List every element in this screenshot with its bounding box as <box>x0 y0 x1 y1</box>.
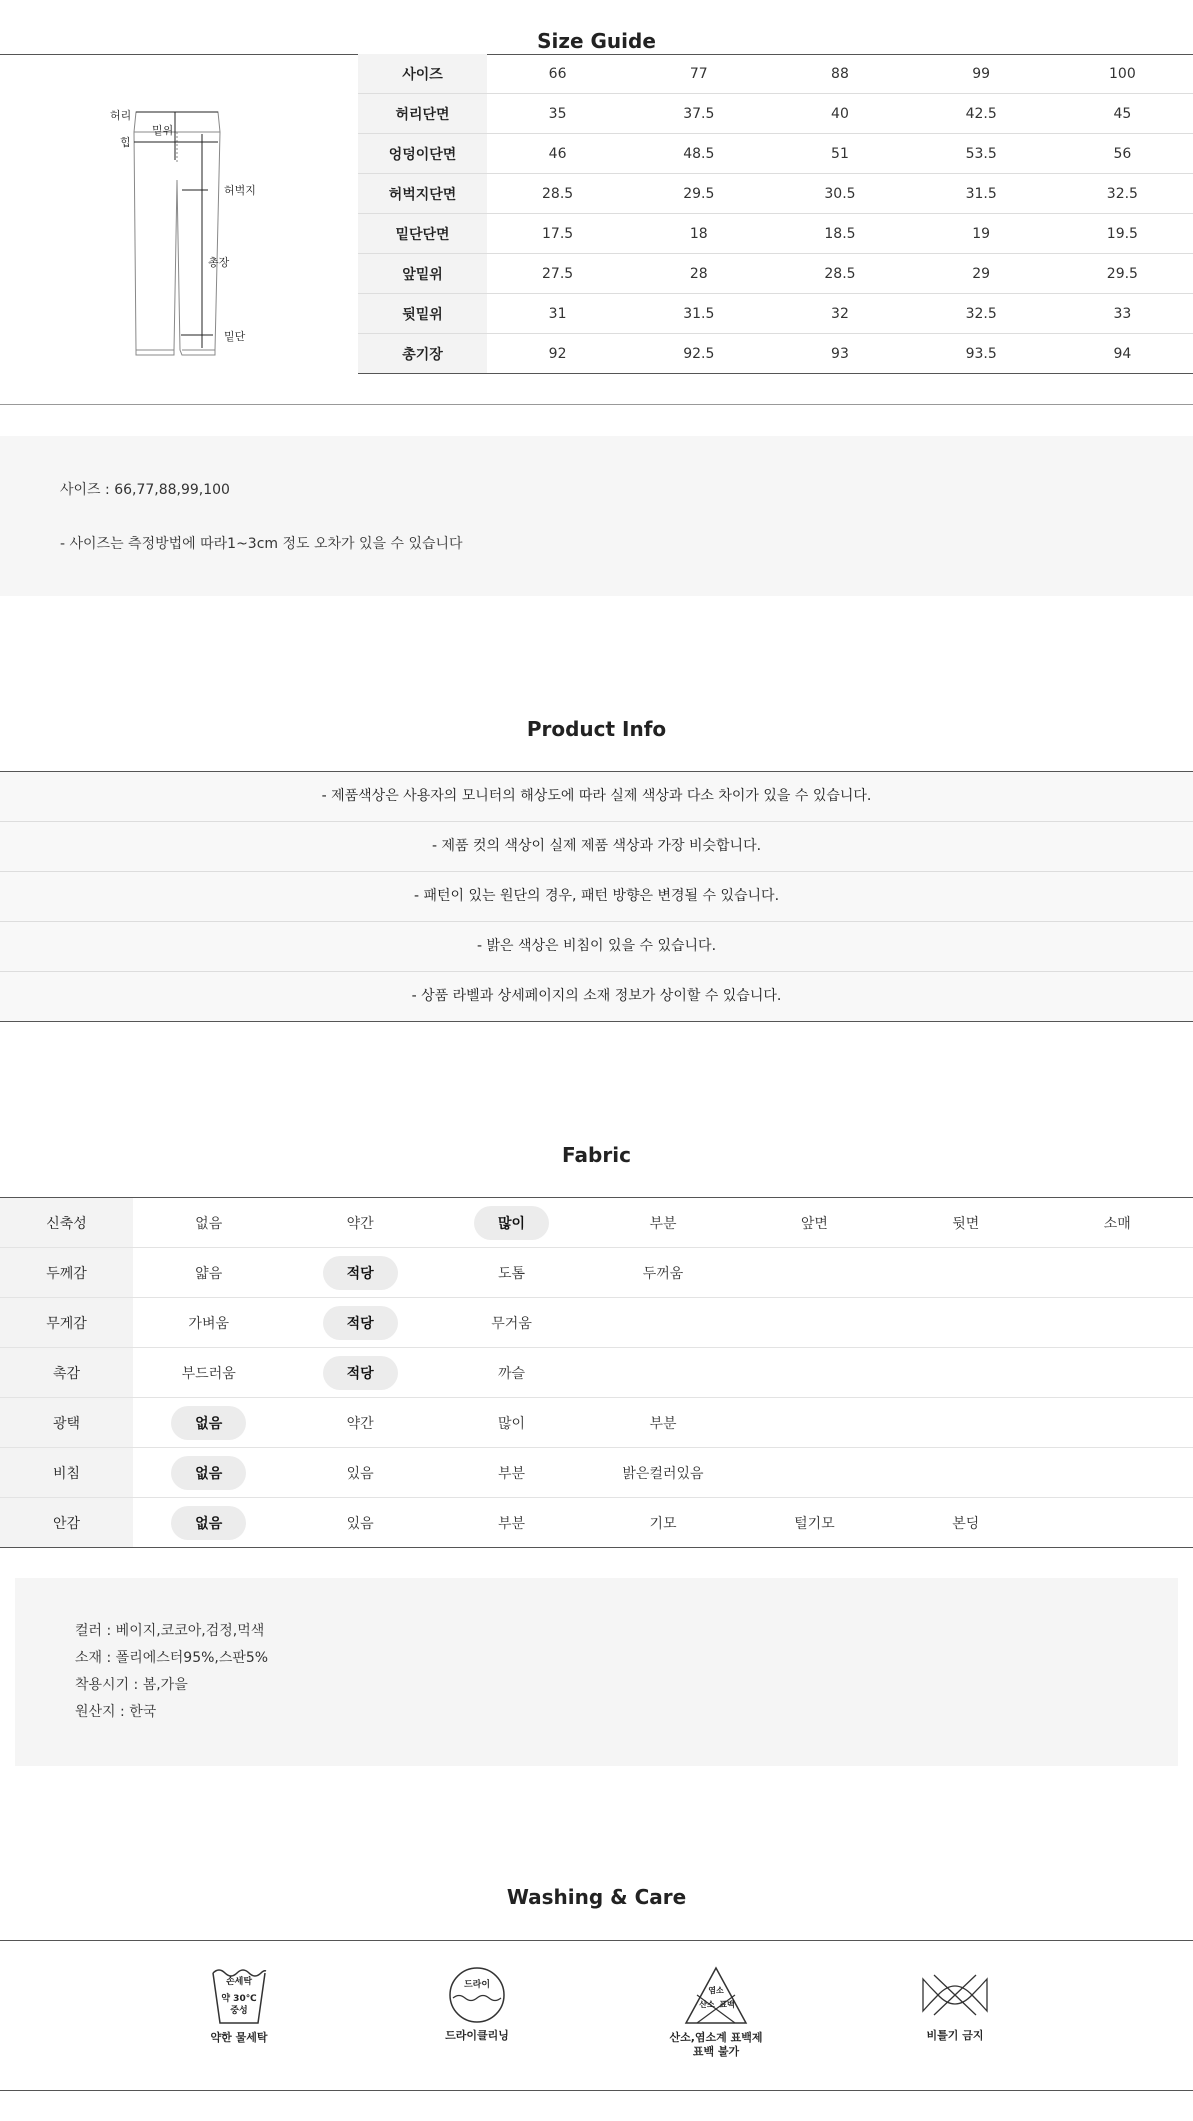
svg-text:염소: 염소 <box>708 1986 724 1995</box>
fabric-option: 밝은컬러있음 <box>622 1465 704 1482</box>
fabric-option-selected: 많이 <box>474 1206 549 1240</box>
size-notes <box>0 436 1193 596</box>
fabric-row <box>0 1298 1193 1348</box>
size-cell: 29.5 <box>628 174 769 214</box>
size-note-sizes: 사이즈 : 66,77,88,99,100 <box>60 482 230 498</box>
fabric-option: 까슬 <box>498 1365 526 1382</box>
care-label-hand-wash: 약한 물세탁 <box>210 2031 268 2044</box>
size-row <box>358 94 1193 134</box>
size-cell: 99 <box>911 54 1052 94</box>
fabric-option-cell <box>133 1198 284 1248</box>
fabric-option-cell <box>890 1398 1041 1448</box>
diagram-label-thigh: 허벅지 <box>224 184 256 197</box>
fabric-option-cell <box>133 1348 284 1398</box>
size-row <box>358 174 1193 214</box>
divider <box>0 404 1193 405</box>
care-label-no-wring: 비틀기 금지 <box>926 2029 984 2042</box>
diagram-label-hem: 밑단 <box>224 330 246 343</box>
fabric-option: 있음 <box>346 1465 374 1482</box>
size-cell: 53.5 <box>911 134 1052 174</box>
size-cell: 31.5 <box>911 174 1052 214</box>
fabric-row-label: 비침 <box>0 1448 133 1498</box>
size-guide-title: Size Guide <box>537 29 656 53</box>
size-row-label: 총기장 <box>358 334 487 374</box>
fabric-option-cell <box>1042 1248 1193 1298</box>
svg-text:산소: 산소 <box>699 2000 715 2009</box>
fabric-option: 무거움 <box>491 1315 532 1332</box>
fabric-option: 앞면 <box>800 1215 828 1232</box>
size-cell: 30.5 <box>769 174 910 214</box>
fabric-option: 부분 <box>498 1515 526 1532</box>
size-cell: 19 <box>911 214 1052 254</box>
fabric-option-cell <box>284 1248 435 1298</box>
size-cell: 32.5 <box>911 294 1052 334</box>
washing-title: Washing & Care <box>506 1885 687 1909</box>
size-cell: 92 <box>487 334 628 374</box>
fabric-option-cell <box>133 1298 284 1348</box>
size-cell: 100 <box>1052 54 1193 94</box>
size-cell: 51 <box>769 134 910 174</box>
product-info-list <box>0 772 1193 1022</box>
size-cell: 46 <box>487 134 628 174</box>
hand-wash-icon <box>209 1965 269 2027</box>
fabric-option-cell <box>284 1448 435 1498</box>
fabric-option-cell <box>587 1448 738 1498</box>
fabric-option-cell <box>436 1298 587 1348</box>
fabric-option-selected: 적당 <box>323 1356 398 1390</box>
fabric-title: Fabric <box>562 1143 631 1167</box>
fabric-option: 뒷면 <box>952 1215 980 1232</box>
size-cell: 94 <box>1052 334 1193 374</box>
fabric-option: 부분 <box>649 1415 677 1432</box>
size-row-label: 사이즈 <box>358 54 487 94</box>
fabric-row <box>0 1248 1193 1298</box>
pants-diagram <box>100 100 300 370</box>
fabric-option-cell <box>739 1498 890 1548</box>
fabric-option-cell <box>739 1398 890 1448</box>
divider <box>0 2090 1193 2091</box>
size-cell: 92.5 <box>628 334 769 374</box>
size-cell: 28 <box>628 254 769 294</box>
size-cell: 56 <box>1052 134 1193 174</box>
fabric-option-cell <box>284 1398 435 1448</box>
size-cell: 28.5 <box>769 254 910 294</box>
fabric-notes <box>15 1578 1178 1766</box>
fabric-option-cell <box>436 1198 587 1248</box>
diagram-label-hip: 힙 <box>120 136 131 149</box>
fabric-option-cell <box>739 1298 890 1348</box>
fabric-row-label: 안감 <box>0 1498 133 1548</box>
fabric-option-cell <box>890 1298 1041 1348</box>
fabric-note-material: 소재 : 폴리에스터95%,스판5% <box>75 1650 269 1666</box>
fabric-option-cell <box>1042 1198 1193 1248</box>
size-cell: 40 <box>769 94 910 134</box>
size-cell: 19.5 <box>1052 214 1193 254</box>
product-info-item: - 제품 컷의 색상이 실제 제품 색상과 가장 비슷합니다. <box>0 822 1193 872</box>
fabric-option-cell <box>1042 1298 1193 1348</box>
fabric-option-cell <box>587 1298 738 1348</box>
size-row <box>358 254 1193 294</box>
size-cell: 31.5 <box>628 294 769 334</box>
fabric-option-cell <box>890 1448 1041 1498</box>
fabric-option: 얇음 <box>195 1265 223 1282</box>
fabric-option-cell <box>739 1198 890 1248</box>
fabric-option-selected: 없음 <box>171 1506 246 1540</box>
product-info-item: - 상품 라벨과 상세페이지의 소재 정보가 상이할 수 있습니다. <box>0 972 1193 1022</box>
care-item-no-wring <box>875 1965 1035 2043</box>
diagram-label-length: 총장 <box>208 256 230 269</box>
fabric-option: 부분 <box>649 1215 677 1232</box>
care-label-dry-clean: 드라이클리닝 <box>445 2029 509 2042</box>
svg-text:약 30℃: 약 30℃ <box>221 1994 257 2004</box>
fabric-row-label: 신축성 <box>0 1198 133 1248</box>
fabric-option-cell <box>133 1398 284 1448</box>
fabric-option-cell <box>436 1498 587 1548</box>
fabric-option-cell <box>587 1198 738 1248</box>
fabric-option-cell <box>587 1348 738 1398</box>
fabric-option-cell <box>1042 1498 1193 1548</box>
fabric-option: 본딩 <box>952 1515 980 1532</box>
fabric-note-origin: 원산지 : 한국 <box>75 1704 157 1720</box>
size-cell: 35 <box>487 94 628 134</box>
fabric-option-cell <box>890 1248 1041 1298</box>
fabric-option-cell <box>284 1298 435 1348</box>
size-cell: 18 <box>628 214 769 254</box>
size-row-label: 밑단단면 <box>358 214 487 254</box>
fabric-note-season: 착용시기 : 봄,가을 <box>75 1677 188 1693</box>
fabric-option-cell <box>436 1398 587 1448</box>
fabric-row-label: 무게감 <box>0 1298 133 1348</box>
size-row <box>358 294 1193 334</box>
fabric-table <box>0 1198 1193 1548</box>
fabric-option: 가벼움 <box>188 1315 229 1332</box>
size-row <box>358 214 1193 254</box>
fabric-row <box>0 1348 1193 1398</box>
size-cell: 17.5 <box>487 214 628 254</box>
size-row-label: 허리단면 <box>358 94 487 134</box>
size-cell: 33 <box>1052 294 1193 334</box>
fabric-option: 있음 <box>346 1515 374 1532</box>
size-cell: 32 <box>769 294 910 334</box>
fabric-option: 소매 <box>1103 1215 1131 1232</box>
diagram-label-rise: 밑위 <box>152 124 174 137</box>
fabric-option-cell <box>890 1198 1041 1248</box>
size-cell: 37.5 <box>628 94 769 134</box>
fabric-row <box>0 1198 1193 1248</box>
svg-text:표백: 표백 <box>719 2000 735 2009</box>
fabric-option: 부드러움 <box>181 1365 236 1382</box>
size-cell: 31 <box>487 294 628 334</box>
size-note-tolerance: - 사이즈는 측정방법에 따라1~3cm 정도 오차가 있을 수 있습니다 <box>60 536 463 552</box>
size-cell: 29.5 <box>1052 254 1193 294</box>
diagram-label-waist: 허리 <box>110 109 132 122</box>
fabric-option-selected: 적당 <box>323 1306 398 1340</box>
svg-text:드라이: 드라이 <box>463 1980 491 1990</box>
fabric-option-cell <box>284 1198 435 1248</box>
fabric-option: 약간 <box>346 1415 374 1432</box>
fabric-option-cell <box>133 1448 284 1498</box>
svg-text:중성: 중성 <box>230 2006 248 2016</box>
fabric-option-cell <box>133 1248 284 1298</box>
dry-clean-icon <box>447 1965 507 2025</box>
fabric-option-cell <box>587 1398 738 1448</box>
fabric-row-label: 광택 <box>0 1398 133 1448</box>
size-cell: 93 <box>769 334 910 374</box>
fabric-option: 없음 <box>195 1215 223 1232</box>
fabric-option-cell <box>284 1498 435 1548</box>
care-item-dry-clean <box>397 1965 557 2043</box>
size-row-label: 앞밑위 <box>358 254 487 294</box>
fabric-option-cell <box>436 1248 587 1298</box>
fabric-option: 약간 <box>346 1215 374 1232</box>
fabric-option: 부분 <box>498 1465 526 1482</box>
fabric-note-color: 컬러 : 베이지,코코아,검정,먹색 <box>75 1623 265 1639</box>
size-cell: 88 <box>769 54 910 94</box>
product-info-title: Product Info <box>526 717 667 741</box>
size-cell: 48.5 <box>628 134 769 174</box>
no-wring-icon <box>920 1965 990 2025</box>
size-cell: 28.5 <box>487 174 628 214</box>
fabric-option-cell <box>436 1348 587 1398</box>
size-row <box>358 334 1193 374</box>
fabric-option-selected: 없음 <box>171 1456 246 1490</box>
size-cell: 93.5 <box>911 334 1052 374</box>
fabric-option-cell <box>133 1498 284 1548</box>
size-cell: 32.5 <box>1052 174 1193 214</box>
product-info-item: - 제품색상은 사용자의 모니터의 해상도에 따라 실제 색상과 다소 차이가 있을 수 있습니다. <box>0 772 1193 822</box>
fabric-option-cell <box>284 1348 435 1398</box>
size-row <box>358 54 1193 94</box>
size-row-label: 허벅지단면 <box>358 174 487 214</box>
size-row <box>358 134 1193 174</box>
product-info-item: - 패턴이 있는 원단의 경우, 패턴 방향은 변경될 수 있습니다. <box>0 872 1193 922</box>
size-cell: 18.5 <box>769 214 910 254</box>
fabric-option: 기모 <box>649 1515 677 1532</box>
fabric-option-selected: 없음 <box>171 1406 246 1440</box>
size-row-label: 뒷밑위 <box>358 294 487 334</box>
product-info-item: - 밝은 색상은 비침이 있을 수 있습니다. <box>0 922 1193 972</box>
fabric-option-selected: 적당 <box>323 1256 398 1290</box>
fabric-row <box>0 1398 1193 1448</box>
fabric-option: 털기모 <box>794 1515 835 1532</box>
fabric-option-cell <box>436 1448 587 1498</box>
fabric-row <box>0 1498 1193 1548</box>
fabric-option-cell <box>739 1248 890 1298</box>
fabric-option-cell <box>587 1498 738 1548</box>
fabric-option-cell <box>890 1348 1041 1398</box>
size-row-label: 엉덩이단면 <box>358 134 487 174</box>
care-item-hand-wash <box>159 1965 319 2045</box>
care-item-no-bleach <box>636 1965 796 2059</box>
size-table <box>358 54 1193 374</box>
size-cell: 29 <box>911 254 1052 294</box>
size-cell: 45 <box>1052 94 1193 134</box>
fabric-option-cell <box>587 1248 738 1298</box>
fabric-option-cell <box>739 1348 890 1398</box>
divider <box>0 1940 1193 1941</box>
fabric-row <box>0 1448 1193 1498</box>
size-cell: 27.5 <box>487 254 628 294</box>
size-cell: 77 <box>628 54 769 94</box>
fabric-row-label: 두께감 <box>0 1248 133 1298</box>
fabric-option-cell <box>739 1448 890 1498</box>
fabric-option-cell <box>1042 1348 1193 1398</box>
fabric-option: 두꺼움 <box>642 1265 684 1282</box>
fabric-option: 도톰 <box>498 1265 526 1282</box>
fabric-option: 많이 <box>498 1415 526 1432</box>
fabric-option-cell <box>1042 1398 1193 1448</box>
fabric-row-label: 촉감 <box>0 1348 133 1398</box>
svg-text:손세탁: 손세탁 <box>225 1977 253 1987</box>
size-cell: 42.5 <box>911 94 1052 134</box>
no-bleach-icon <box>683 1965 749 2027</box>
fabric-option-cell <box>890 1498 1041 1548</box>
size-cell: 66 <box>487 54 628 94</box>
fabric-option-cell <box>1042 1448 1193 1498</box>
care-label-no-bleach: 산소,염소계 표백제 표백 불가 <box>669 2031 763 2058</box>
